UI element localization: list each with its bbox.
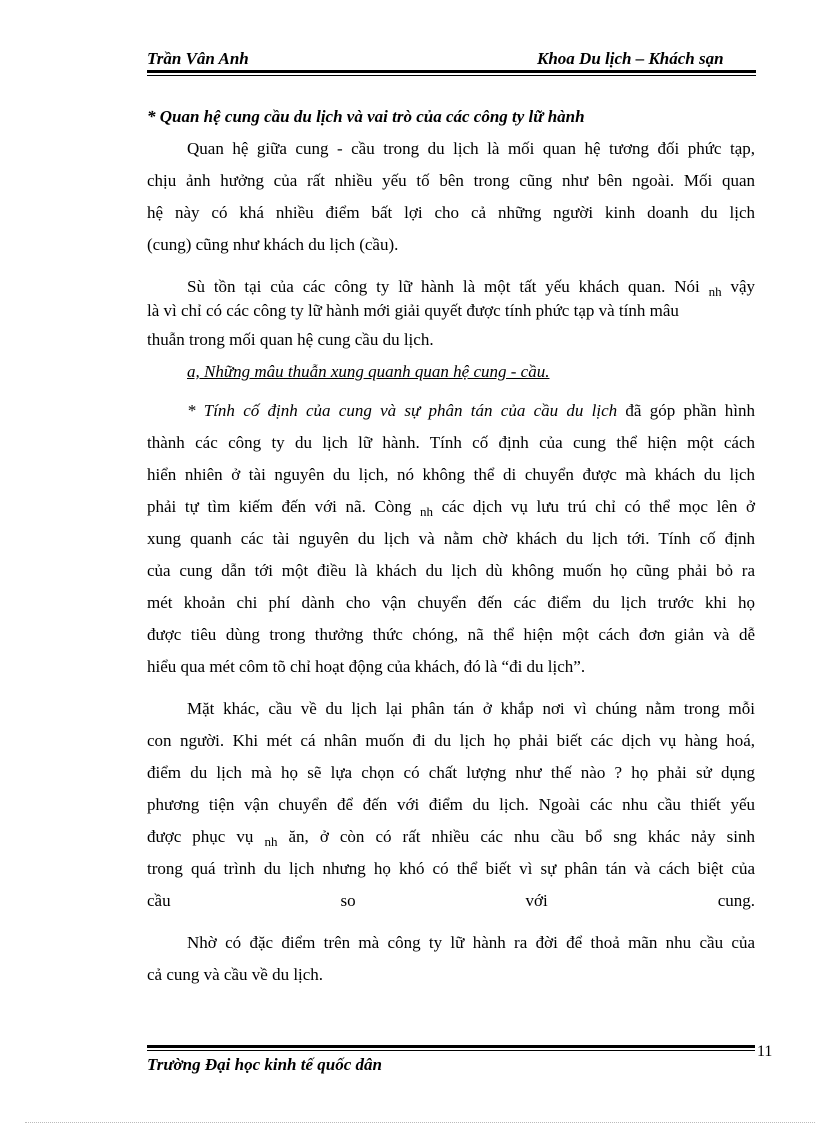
footer-rule-thin [147,1050,755,1051]
paragraph-3-line [147,495,755,519]
subheading-a: a, Những mâu thuẫn xung quanh quan hệ cung - cầu. [187,362,550,381]
paragraph-3-line: xung quanh các tài nguyên du lịch và nằm chờ khách du lịch tới. Tính cố định [147,529,755,548]
header-author: Trần Vân Anh [147,49,249,68]
paragraph-3-text: phải tự tìm kiếm đến với nã. Còng [147,497,412,516]
abbrev-nh: nh [264,834,278,849]
header-department: Khoa Du lịch – Khách sạn [537,49,724,68]
footer-rule-thick [147,1045,755,1048]
paragraph-2-text: Sù tồn tại của các công ty lữ hành là một tất yếu khách quan. Nói [187,277,700,296]
paragraph-4-line: cầu so với cung. [147,891,755,910]
paragraph-3-line: hiểu qua mét côm tõ chỉ hoạt động của khách, đó là “đi du lịch”. [147,657,586,676]
paragraph-3-line: của cung dẫn tới một điều là khách du lịch dù không muốn họ cũng phải bỏ ra [147,561,755,580]
paragraph-3-line: hiển nhiên ở tài nguyên du lịch, nó không thể di chuyển được mà khách du lịch [147,465,755,484]
paragraph-1-line: (cung) cũng như khách du lịch (cầu). [147,235,399,254]
paragraph-2-text: vậy [730,277,756,296]
paragraph-4-line: trong quá trình du lịch nhưng họ khó có thể biết vì sự phân tán và cách biệt của [147,859,755,878]
paragraph-2-line: là vì chỉ có các công ty lữ hành mới giải quyết được tính phức tạp và tính mâu [147,301,679,320]
paragraph-5-line: Nhờ có đặc điểm trên mà công ty lữ hành ra đời để thoả mãn nhu cầu của [187,933,755,952]
paragraph-4-line: điểm du lịch mà họ sẽ lựa chọn có chất lượng như thế nào ? họ phải sử dụng [147,763,755,782]
paragraph-5-line: cả cung và cầu về du lịch. [147,965,324,984]
header-rule-thin [147,75,756,76]
paragraph-4-line [147,825,755,849]
paragraph-3-line: được tiêu dùng trong thưởng thức chóng, nã thể hiện một cách đơn giản và dễ [147,625,755,644]
section-title: * Quan hệ cung cầu du lịch và vai trò của các công ty lữ hành [147,107,585,126]
paragraph-1-line: chịu ảnh hưởng của rất nhiều yếu tố bên trong cũng như bên ngoài. Mối quan [147,171,755,190]
paragraph-2-line [187,275,755,299]
italic-topic: * Tính cố định của cung và sự phân tán của cầu du lịch [187,401,618,420]
paragraph-3-text: các dịch vụ lưu trú chỉ có thể mọc lên ở [441,497,755,516]
paragraph-4-text: ăn, ở còn có rất nhiều các nhu cầu bổ sng khác nảy sinh [288,827,755,846]
paragraph-4-text: được phục vụ [147,827,254,846]
paragraph-4-line: con người. Khi mét cá nhân muốn đi du lịch họ phải biết các dịch vụ hàng hoá, [147,731,755,750]
paragraph-3-text: đã góp phần hình [625,401,755,420]
header-rule-thick [147,70,756,73]
paragraph-3-line: mét khoản chi phí dành cho vận chuyển đến các điểm du lịch trước khi họ [147,593,755,612]
paragraph-4-line: phương tiện vận chuyển để đến với điểm du lịch. Ngoài các nhu cầu thiết yếu [147,795,755,814]
paragraph-1-line: Quan hệ giữa cung - cầu trong du lịch là mối quan hệ tương đối phức tạp, [187,139,755,158]
footer-school: Trường Đại học kinh tế quốc dân [147,1055,382,1074]
paragraph-3-line [187,399,755,423]
paragraph-1-line: hệ này có khá nhiều điểm bất lợi cho cả những người kinh doanh du lịch [147,203,755,222]
paragraph-4-line: Mặt khác, cầu về du lịch lại phân tán ở khắp nơi vì chúng nằm trong mỗi [187,699,755,718]
paragraph-3-line: thành các công ty du lịch lữ hành. Tính cố định của cung thể hiện một cách [147,433,755,452]
paragraph-2-line: thuẫn trong mối quan hệ cung cầu du lịch. [147,330,434,349]
page-number: 11 [757,1043,773,1060]
abbrev-nh: nh [708,284,722,299]
abbrev-nh: nh [419,504,433,519]
